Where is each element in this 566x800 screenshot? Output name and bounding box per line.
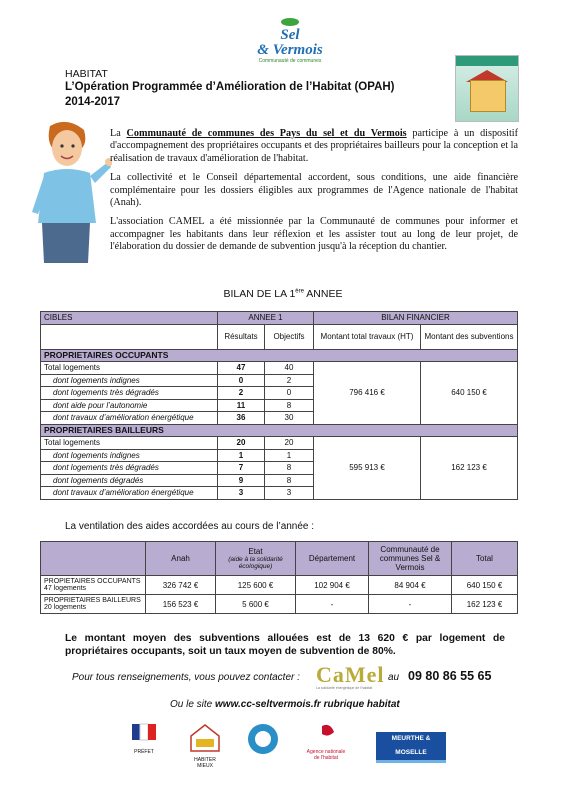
po-montant: 796 416 € <box>314 362 421 425</box>
table-row: PROPIETAIRES OCCUPANTS 47 logements 326 742 € 125 600 € 102 904 € 84 904 € 640 150 € <box>41 576 518 595</box>
meurthe-moselle-logo: MEURTHE & MOSELLE <box>376 732 446 752</box>
pb-subventions: 162 123 € <box>421 437 518 500</box>
category-label: HABITAT <box>65 68 108 80</box>
table-row: dont travaux d’amélioration énergétique 3 3 <box>41 487 518 500</box>
brochure-cover-image <box>455 55 519 122</box>
pb-montant: 595 913 € <box>314 437 421 500</box>
table-row: dont aide pour l’autonomie 11 8 <box>41 399 518 412</box>
intro-paragraph-3: L'association CAMEL a été missionnée par la Communauté de communes pour informer et accompagner les habitants dans leur réflexion et les assister tout au long de leur projet, de l'élaboration du dossier de demande de subvention jusqu'à la réception du chantier. <box>110 216 518 253</box>
logo-leaf-icon <box>250 14 330 28</box>
table-row: Total logements 47 40 796 416 € 640 150 € <box>41 362 518 375</box>
phone-number[interactable]: 09 80 86 55 65 <box>408 669 492 683</box>
col-etat: Etat (aide à la solidarité écologique) <box>216 542 296 576</box>
table-row: dont logements indignes 1 1 <box>41 449 518 462</box>
mascot-illustration <box>22 118 112 268</box>
intro-paragraph-1: La Communauté de communes des Pays du sel et du Vermois participe à un dispositif d'accompagnement des propriétaires occupants et des propriétaires bailleurs pour la conception et la réalisation de travaux d'amélioration de l'habitat. <box>110 128 518 164</box>
anah-logo: Agence nationale de l'habitat <box>304 722 348 760</box>
col-departement: Département <box>296 542 369 576</box>
col-montant: Montant total travaux (HT) <box>314 324 421 349</box>
intro-cc-name: Communauté de communes des Pays du sel et du Vermois <box>126 128 407 139</box>
section-po: PROPRIETAIRES OCCUPANTS <box>41 349 518 362</box>
contact-text: Pour tous renseignements, vous pouvez contacter : <box>72 672 300 683</box>
logo-tag: Communauté de communes <box>258 58 322 64</box>
logo-line1: Sel <box>280 27 300 43</box>
contact-au: au <box>388 672 400 683</box>
table-row: dont logements dégradés 9 8 <box>41 474 518 487</box>
logo-line2: & Vermois <box>257 42 323 58</box>
table-row: PROPRIETAIRES BAILLEURS 20 logements 156 523 € 5 600 € - - 162 123 € <box>41 595 518 614</box>
bilan-table <box>40 311 518 500</box>
po-subventions: 640 150 € <box>421 362 518 425</box>
website-line: Ou le site www.cc-seltvermois.fr rubrique habitat <box>170 699 400 710</box>
col-bilan: BILAN FINANCIER <box>314 312 518 325</box>
website-link[interactable]: www.cc-seltvermois.fr <box>215 699 321 710</box>
table-row: dont travaux d’amélioration énergétique 36 30 <box>41 412 518 425</box>
col-resultats: Résultats <box>218 324 265 349</box>
sel-vermois-logo <box>250 14 330 66</box>
col-total: Total <box>452 542 518 576</box>
page-years: 2014-2017 <box>65 96 120 108</box>
intro-paragraph-2: La collectivité et le Conseil départemental accordent, sous conditions, une aide financière complémentaire pour les dossiers éligibles aux programmes de l'Agence nationale de l'habitat (Anah). <box>110 172 518 209</box>
col-annee: ANNEE 1 <box>218 312 314 325</box>
average-subsidy-text: Le montant moyen des subventions allouées est de 13 620 € par logement de propriétaires occupants, soit un taux moyen de subvention de 80%. <box>65 633 505 657</box>
page-title: L’Opération Programmée d’Amélioration de l’Habitat (OPAH) <box>65 81 395 93</box>
col-subventions: Montant des subventions <box>421 324 518 349</box>
table-row: dont logements indignes 0 2 <box>41 374 518 387</box>
col-cibles: CIBLES <box>41 312 218 325</box>
table-row: dont logements très dégradés 7 8 <box>41 462 518 475</box>
bilan-title: BILAN DE LA 1ère ANNEE <box>223 288 343 300</box>
ventilation-intro: La ventilation des aides accordées au cours de l’année : <box>65 521 315 532</box>
col-anah: Anah <box>146 542 216 576</box>
table-row: dont logements très dégradés 2 0 <box>41 387 518 400</box>
round-partner-logo <box>246 722 280 760</box>
col-cc: Communauté de communes Sel & Vermois <box>369 542 452 576</box>
habiter-mieux-logo: HABITER MIEUX <box>188 722 222 760</box>
table-row: Total logements 20 20 595 913 € 162 123 € <box>41 437 518 450</box>
intro-text <box>110 128 518 261</box>
camel-logo: CaMel La solidarité énergétique de l'habitat <box>316 662 385 690</box>
prefet-logo: PRÉFET <box>126 722 162 760</box>
col-objectifs: Objectifs <box>265 324 314 349</box>
ventilation-table <box>40 541 518 614</box>
section-pb: PROPRIETAIRES BAILLEURS <box>41 424 518 437</box>
